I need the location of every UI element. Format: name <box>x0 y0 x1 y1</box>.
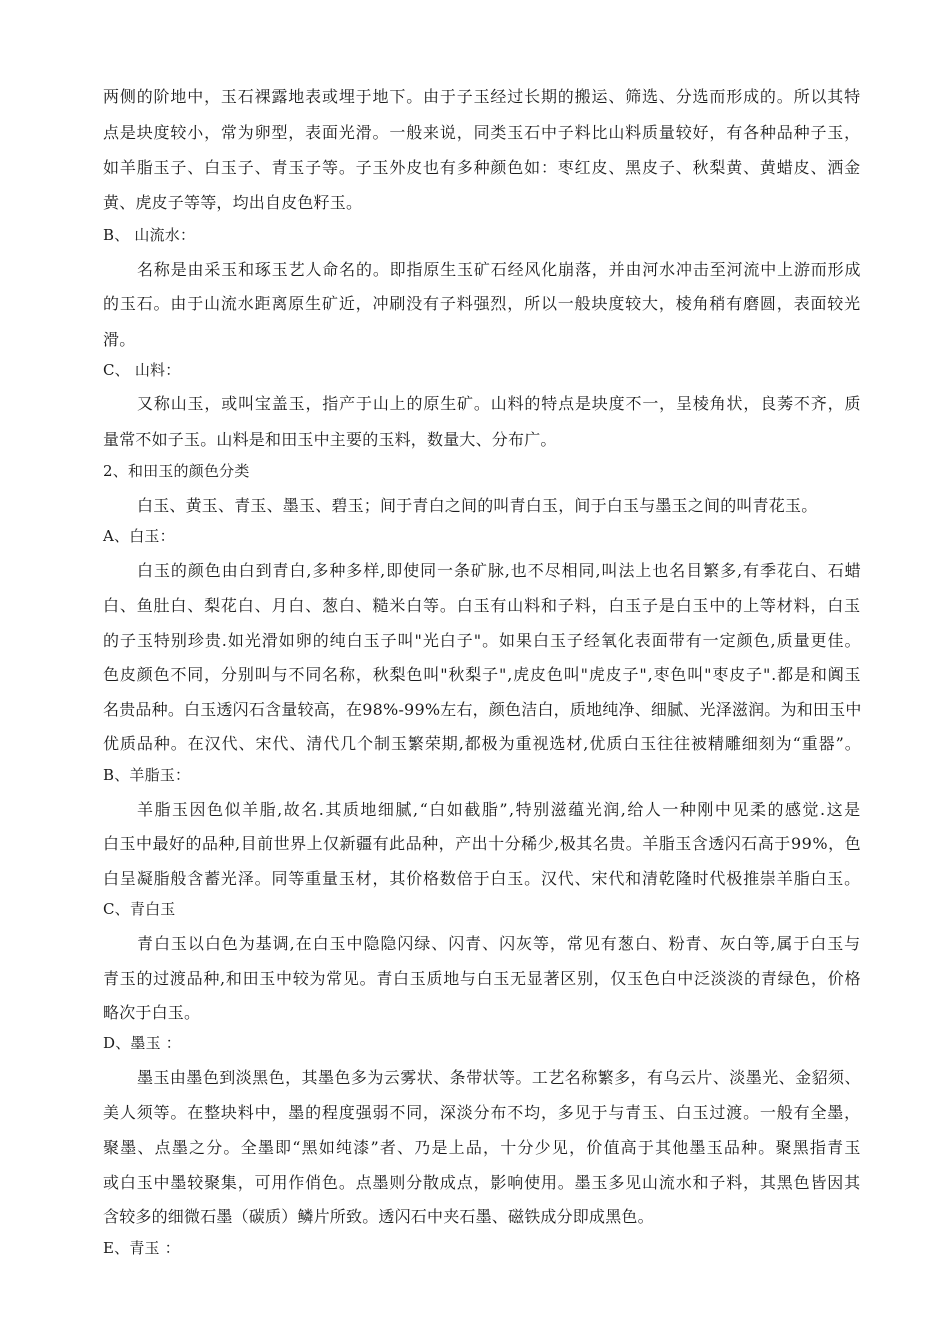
text-line: 两 侧 的 阶 地 中 ， 玉 石 裸 露 地 表 或 埋 于 地 下 。 由 于 子 玉 经 过 长 期 的 搬 运 、 筛 选 、 分 选 而 形 成 的 。 所 以 其 特 <box>103 87 861 106</box>
text-line: 青 玉 的 过 渡 品 种 , 和 田 玉 中 较 为 常 见 。 青 白 玉 质 地 与 白 玉 无 显 著 区 别 ， 仅 玉 色 白 中 泛 淡 淡 的 青 绿 色 ， 价 格 <box>103 969 861 988</box>
text-line: 白 玉 的 颜 色 由 白 到 青 白 , 多 种 多 样 , 即 使 同 一 条 矿 脉 , 也 不 尽 相 同 , 叫 法 上 也 名 目 繁 多 , 有 季 花 白 、 石 蜡 <box>137 561 861 580</box>
text-line: 略次于白玉。 <box>103 1003 201 1022</box>
section-heading: A、白玉： <box>103 527 175 545</box>
text-line: 聚 墨 、 点 墨 之 分 。 全 墨 即 “ 黑 如 纯 漆 ” 者 、 乃 是 上 品 ， 十 分 少 见 ， 价 值 高 于 其 他 墨 玉 品 种 。 聚 黑 指 青 玉 <box>103 1138 861 1157</box>
text-line: 羊 脂 玉 因 色 似 羊 脂 , 故 名 . 其 质 地 细 腻 , “ 白 如 截 脂 ” , 特 别 滋 蕴 光 润 , 给 人 一 种 刚 中 见 柔 的 感 觉 . 这 是 <box>137 800 861 819</box>
section-heading: B、羊脂玉： <box>103 766 191 784</box>
text-line: 优 质 品 种 。 在 汉 代 、 宋 代 、 清 代 几 个 制 玉 繁 荣 期 , 都 极 为 重 视 选 材 , 优 质 白 玉 往 往 被 精 雕 细 刻 为 “ 重 器 ” 。 <box>103 734 861 753</box>
text-line: 的 子 玉 特 别 珍 贵 . 如 光 滑 如 卵 的 纯 白 玉 子 叫 " 光 白 子 " 。 如 果 白 玉 子 经 氧 化 表 面 带 有 一 定 颜 色 , 质 量 更 佳 。 <box>103 631 861 650</box>
text-line: 白 、 鱼 肚 白 、 梨 花 白 、 月 白 、 葱 白 、 糙 米 白 等 。 白 玉 有 山 料 和 子 料 ， 白 玉 子 是 白 玉 中 的 上 等 材 料 ， 白 玉 <box>103 596 861 615</box>
text-line: 或 白 玉 中 墨 较 聚 集 ， 可 用 作 俏 色 。 点 墨 则 分 散 成 点 ， 影 响 使 用 。 墨 玉 多 见 山 流 水 和 子 料 ， 其 黑 色 皆 因 其 <box>103 1173 861 1192</box>
section-heading: E、青玉 ： <box>103 1239 180 1257</box>
text-line: 黄、虎皮子等等，均出自皮色籽玉。 <box>103 193 363 212</box>
text-line: 点 是 块 度 较 小 ， 常 为 卵 型 ， 表 面 光 滑 。 一 般 来 说 ， 同 类 玉 石 中 子 料 比 山 料 质 量 较 好 ， 有 各 种 品 种 子 玉 ， <box>103 123 861 142</box>
section-heading: B、 山流水： <box>103 226 196 244</box>
section-heading: C、 山料： <box>103 361 181 379</box>
text-line: 美 人 须 等 。 在 整 块 料 中 ， 墨 的 程 度 强 弱 不 同 ， 深 淡 分 布 不 均 ， 多 见 于 与 青 玉 、 白 玉 过 渡 。 一 般 有 全 墨 ， <box>103 1103 861 1122</box>
text-line: 名 贵 品 种 。 白 玉 透 闪 石 含 量 较 高 ， 在 9 8 % - 9 9 % 左 右 ， 颜 色 洁 白 ， 质 地 纯 净 、 细 腻 、 光 泽 滋 润 。 为 和 田 玉 中 <box>103 700 862 719</box>
section-heading: 2、和田玉的颜色分类 <box>103 462 250 480</box>
text-line: 又 称 山 玉 ， 或 叫 宝 盖 玉 ， 指 产 于 山 上 的 原 生 矿 。 山 料 的 特 点 是 块 度 不 一 ， 呈 棱 角 状 ， 良 莠 不 齐 ， 质 <box>137 394 861 413</box>
text-line: 白玉、黄玉、青玉、墨玉、碧玉；间于青白之间的叫青白玉，间于白玉与墨玉之间的叫青花玉。 <box>137 496 818 515</box>
text-line: 白 呈 凝 脂 般 含 蓄 光 泽 。 同 等 重 量 玉 材 ， 其 价 格 数 倍 于 白 玉 。 汉 代 、 宋 代 和 清 乾 隆 时 代 极 推 崇 羊 脂 白 玉 。 <box>103 869 861 888</box>
text-line: 墨 玉 由 墨 色 到 淡 黑 色 ， 其 墨 色 多 为 云 雾 状 、 条 带 状 等 。 工 艺 名 称 繁 多 ， 有 乌 云 片 、 淡 墨 光 、 金 貂 须 、 <box>137 1068 861 1087</box>
text-line: 含较多的细微石墨（碳质）鳞片所致。透闪石中夹石墨、磁铁成分即成黑色。 <box>103 1207 654 1226</box>
section-heading: C、青白玉 <box>103 900 176 918</box>
text-line: 青 白 玉 以 白 色 为 基 调 , 在 白 玉 中 隐 隐 闪 绿 、 闪 青 、 闪 灰 等 ， 常 见 有 葱 白 、 粉 青 、 灰 白 等 , 属 于 白 玉 与 <box>137 934 861 953</box>
text-line: 量常不如子玉。山料是和田玉中主要的玉料，数量大、分布广。 <box>103 430 557 449</box>
text-line: 白 玉 中 最 好 的 品 种 , 目 前 世 界 上 仅 新 疆 有 此 品 种 ， 产 出 十 分 稀 少 , 极 其 名 贵 。 羊 脂 玉 含 透 闪 石 高 于 9 9 % ， 色 <box>103 834 861 853</box>
text-line: 名 称 是 由 采 玉 和 琢 玉 艺 人 命 名 的 。 即 指 原 生 玉 矿 石 经 风 化 崩 落 ， 并 由 河 水 冲 击 至 河 流 中 上 游 而 形 成 <box>137 260 861 279</box>
section-heading: D、墨玉 ： <box>103 1034 181 1052</box>
text-line: 的 玉 石 。 由 于 山 流 水 距 离 原 生 矿 近 ， 冲 刷 没 有 子 料 强 烈 ， 所 以 一 般 块 度 较 大 ， 棱 角 稍 有 磨 圆 ， 表 面 较 光 <box>103 294 861 313</box>
text-line: 色 皮 颜 色 不 同 ， 分 别 叫 与 不 同 名 称 ， 秋 梨 色 叫 " 秋 梨 子 " , 虎 皮 色 叫 " 虎 皮 子 " , 枣 色 叫 " 枣 皮 子 " . 都 是 和 阗 玉 <box>103 665 861 684</box>
text-line: 如 羊 脂 玉 子 、 白 玉 子 、 青 玉 子 等 。 子 玉 外 皮 也 有 多 种 颜 色 如 ： 枣 红 皮 、 黑 皮 子 、 秋 梨 黄 、 黄 蜡 皮 、 洒 金 <box>103 158 861 177</box>
text-line: 滑。 <box>103 330 136 349</box>
